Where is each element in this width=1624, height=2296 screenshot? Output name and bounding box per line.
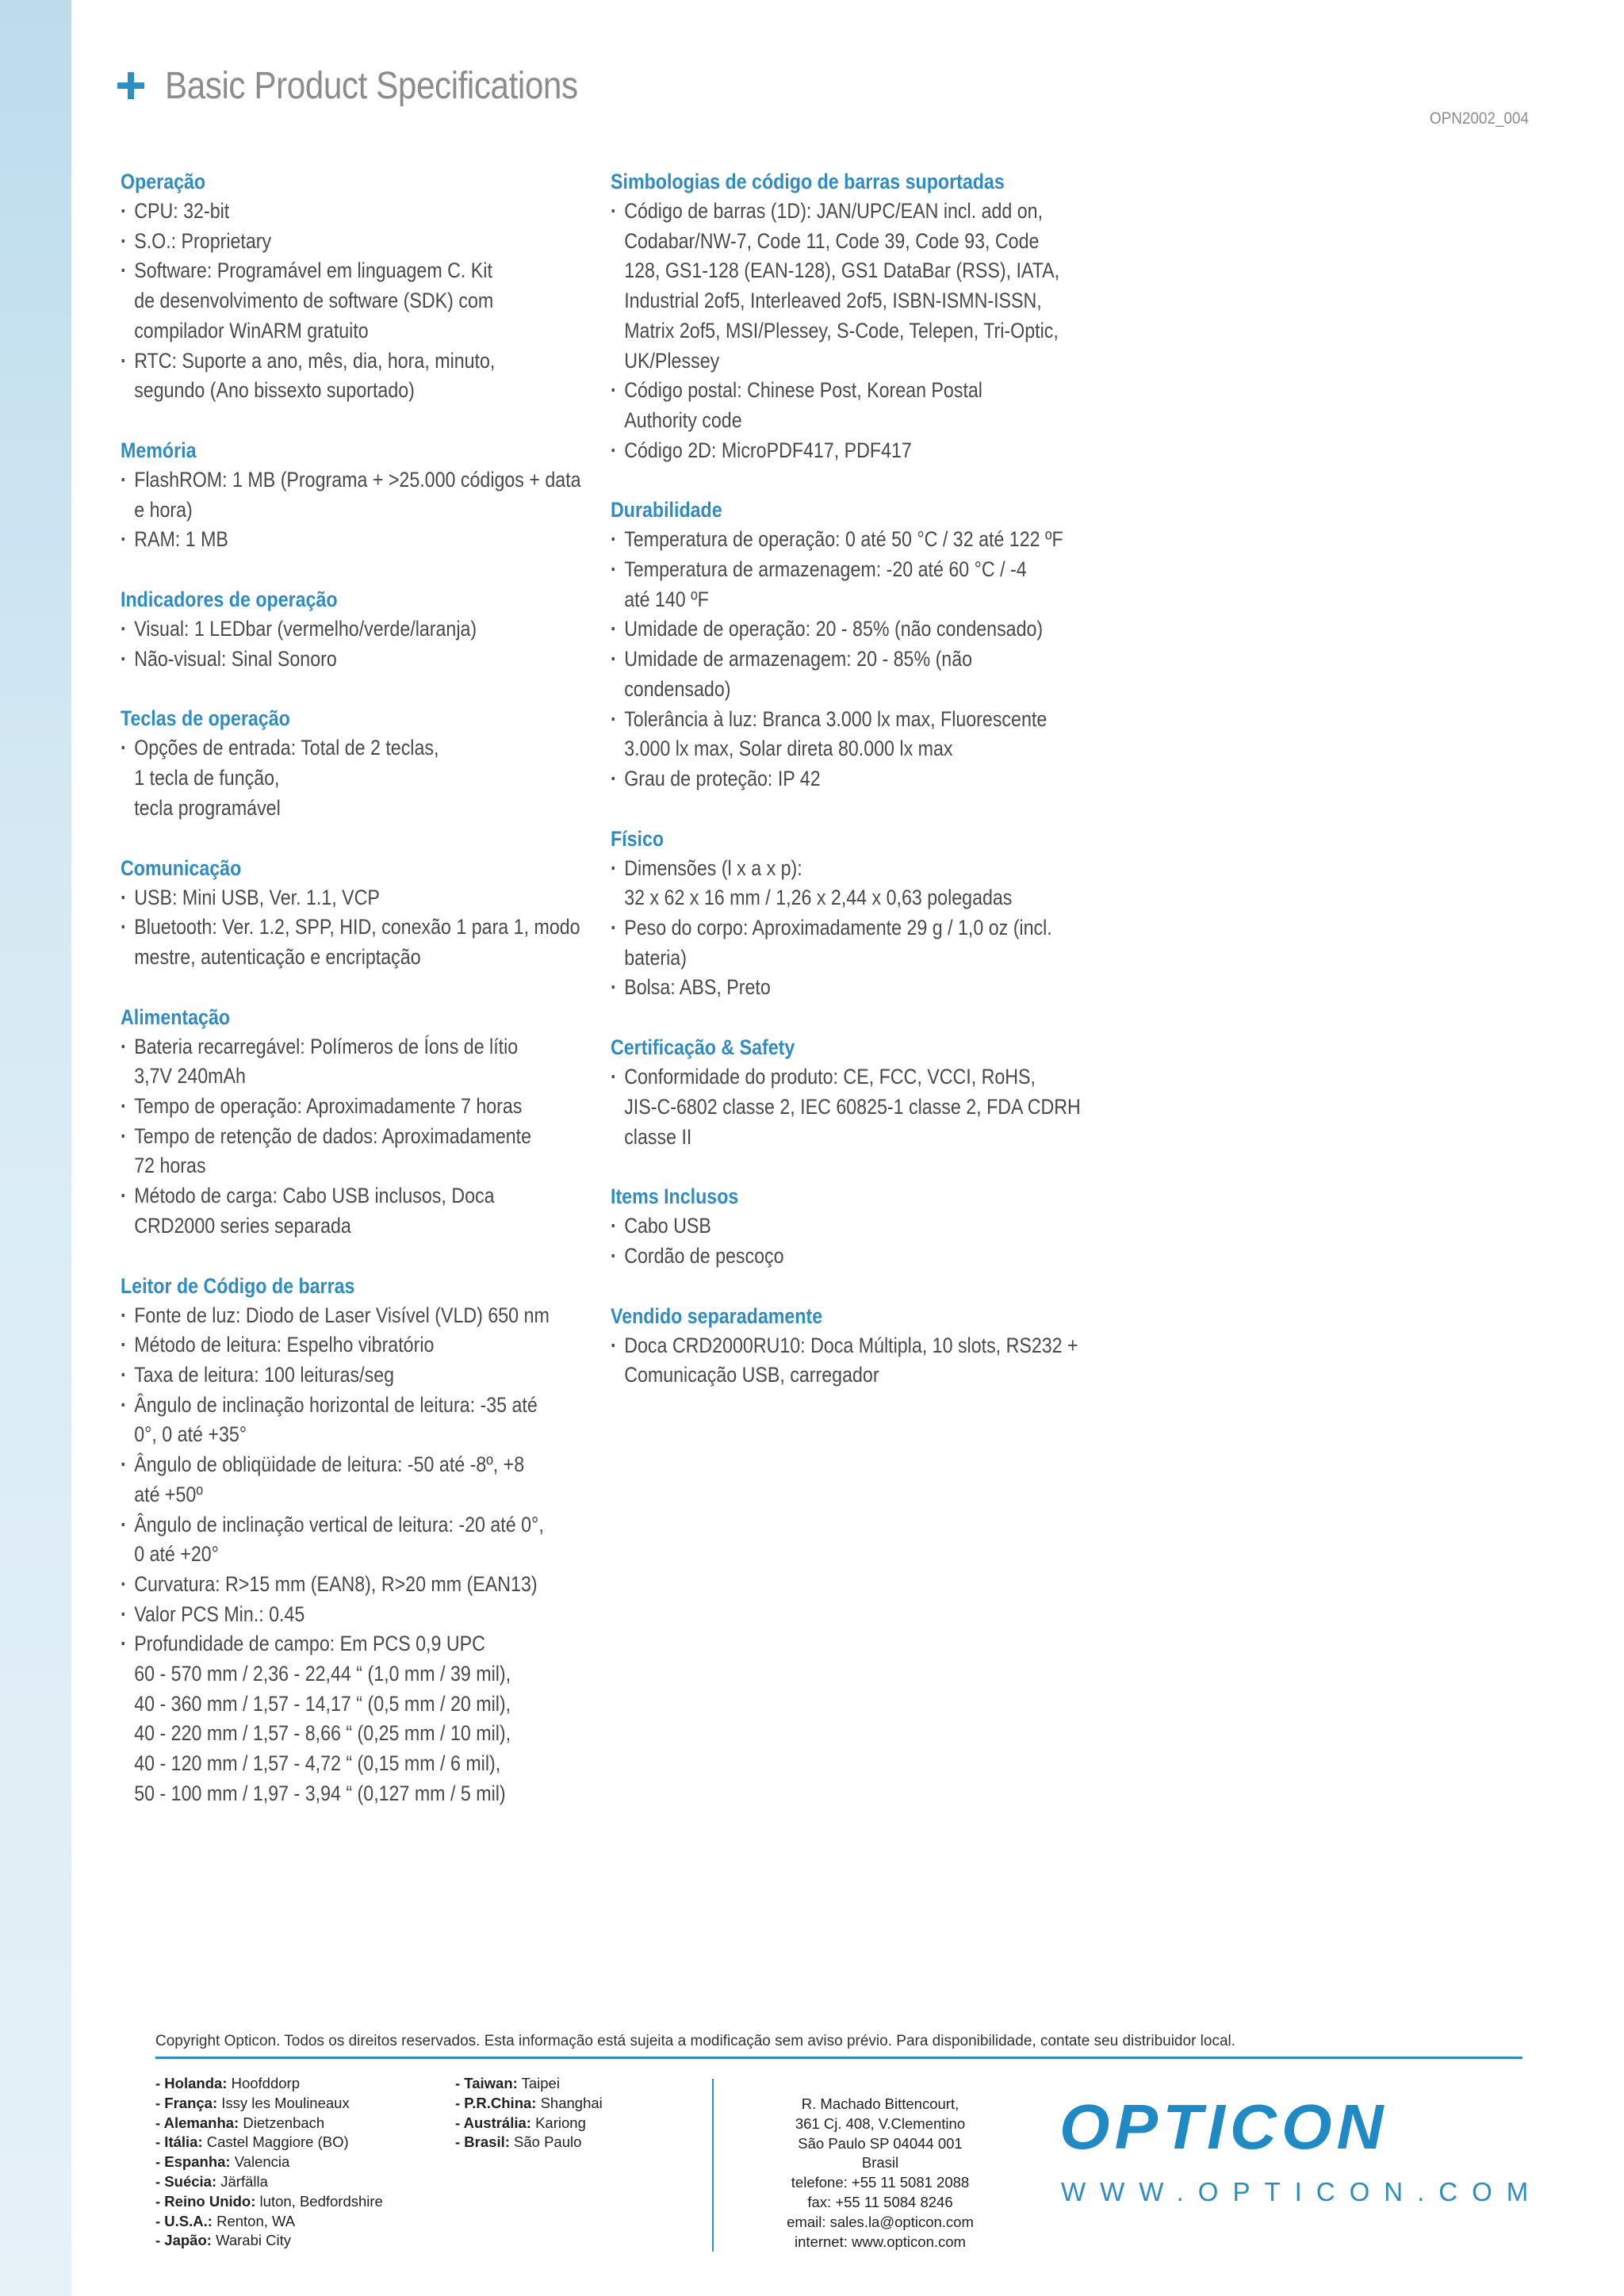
office-country: - U.S.A.: [155, 2212, 213, 2229]
section-title: Vendido separadamente [611, 1303, 823, 1328]
address-line: São Paulo SP 04044 001 [798, 2134, 963, 2152]
spec-item-text: FlashROM: 1 MB (Programa + >25.000 códigos + data e hora) [134, 467, 581, 522]
spec-section [611, 824, 1102, 1004]
spec-item-text: Método de leitura: Espelho vibratório [134, 1333, 435, 1357]
logo-wordmark: OPTICON [1059, 2091, 1388, 2162]
spec-list [611, 1062, 1102, 1152]
office-country: - Holanda: [155, 2075, 228, 2091]
spec-item-text: S.O.: Proprietary [134, 228, 272, 253]
office-city: Shanghai [536, 2094, 603, 2111]
right-spec-column [611, 166, 1102, 1420]
section-title: Leitor de Código de barras [121, 1273, 355, 1298]
spec-item [121, 256, 611, 346]
spec-item [121, 1570, 611, 1600]
spec-list [611, 525, 1102, 794]
spec-section [121, 166, 612, 406]
spec-item-text: Ângulo de inclinação horizontal de leitura: -35 até 0°, 0 até +35° [134, 1392, 538, 1447]
spec-item [611, 197, 1101, 376]
office-country: - Japão: [155, 2232, 212, 2249]
spec-list [121, 465, 612, 555]
spec-item [121, 1510, 611, 1570]
spec-item [611, 645, 1101, 704]
spec-item [611, 1062, 1101, 1152]
offices-list-1 [155, 2074, 383, 2251]
spec-list [611, 854, 1102, 1004]
spec-item-text: Grau de proteção: IP 42 [624, 766, 821, 790]
spec-item [121, 1450, 611, 1510]
spec-item [121, 1092, 611, 1122]
spec-item [611, 1242, 1101, 1272]
office-city: Hoofddorp [227, 2075, 300, 2091]
office-country: - P.R.China: [455, 2094, 537, 2111]
spec-list [121, 883, 612, 973]
spec-section [611, 1032, 1102, 1152]
spec-item [121, 346, 611, 406]
page-header [117, 62, 634, 109]
spec-item [121, 913, 611, 972]
spec-section [611, 495, 1102, 794]
section-title: Alimentação [121, 1004, 231, 1029]
spec-item-text: Dimensões (l x a x p): 32 x 62 x 16 mm / 1,26 x 2,44 x 0,63 polegadas [624, 855, 1013, 910]
spec-section [611, 166, 1102, 465]
office-country: - França: [155, 2094, 218, 2111]
spec-item [611, 1331, 1101, 1391]
spec-list [121, 197, 612, 406]
spec-list [121, 1301, 612, 1809]
office-entry [155, 2114, 383, 2133]
spec-item-text: Ângulo de inclinação vertical de leitura: -20 até 0°, 0 até +20° [134, 1512, 544, 1567]
contact-address [761, 2095, 999, 2252]
spec-item-text: Tolerância à luz: Branca 3.000 lx max, Fluorescente 3.000 lx max, Solar direta 80.000 lx max [624, 706, 1048, 761]
spec-item [121, 1330, 611, 1360]
section-title: Teclas de operação [121, 706, 290, 731]
spec-item [121, 1391, 611, 1450]
document-code: OPN2002_004 [1429, 109, 1529, 128]
office-city: Issy les Moulineaux [217, 2094, 350, 2111]
section-title: Operação [121, 170, 206, 193]
spec-item-text: Visual: 1 LEDbar (vermelho/verde/laranja) [134, 617, 477, 641]
address-line: R. Machado Bittencourt, [801, 2095, 959, 2112]
footer-vertical-divider [712, 2079, 714, 2252]
section-title: Items Inclusos [611, 1184, 739, 1209]
spec-item-text: Código postal: Chinese Post, Korean Postal Authority code [624, 378, 982, 432]
address-line: fax: +55 11 5084 8246 [807, 2193, 953, 2210]
section-title: Durabilidade [611, 498, 722, 522]
spec-item [121, 197, 611, 227]
office-entry [155, 2172, 383, 2192]
office-city: Castel Maggiore (BO) [202, 2133, 349, 2151]
address-line: email: sales.la@opticon.com [787, 2213, 974, 2230]
office-country: - Austrália: [455, 2114, 531, 2131]
spec-item-text: Tempo de operação: Aproximadamente 7 horas [134, 1094, 523, 1119]
spec-item-text: USB: Mini USB, Ver. 1.1, VCP [134, 885, 380, 909]
plus-icon [117, 72, 144, 99]
spec-item [611, 705, 1101, 764]
office-entry [455, 2074, 603, 2094]
spec-item-text: Cordão de pescoço [624, 1243, 784, 1268]
opticon-logo [1059, 2091, 1497, 2162]
spec-item-text: Fonte de luz: Diodo de Laser Visível (VLD) 650 nm [134, 1303, 550, 1327]
office-country: - Alemanha: [155, 2114, 239, 2131]
office-entry [155, 2192, 383, 2212]
office-country: - Espanha: [155, 2153, 231, 2171]
section-title: Memória [121, 438, 197, 462]
spec-section [121, 1002, 612, 1242]
address-line: internet: www.opticon.com [795, 2233, 966, 2250]
office-entry [155, 2133, 383, 2152]
spec-item [611, 1211, 1101, 1242]
spec-item [121, 1629, 611, 1808]
office-city: Renton, WA [212, 2212, 296, 2229]
spec-item [611, 913, 1101, 973]
spec-item-text: Opções de entrada: Total de 2 teclas, 1 tecla de função, tecla programável [134, 736, 439, 820]
spec-item-text: Valor PCS Min.: 0.45 [134, 1601, 305, 1626]
spec-section [121, 703, 612, 823]
offices-list-2 [455, 2074, 603, 2152]
spec-item [121, 1032, 611, 1092]
copyright-text: Copyright Opticon. Todos os direitos reservados. Esta informação está sujeita a modificação sem aviso prévio. Para disponibilidade, contate seu distribuidor local. [155, 2033, 1236, 2049]
spec-item [121, 1360, 611, 1391]
spec-section [121, 1271, 612, 1809]
section-title: Físico [611, 826, 665, 851]
spec-item [121, 1301, 611, 1331]
office-city: luton, Bedfordshire [255, 2192, 383, 2210]
spec-item-text: Temperatura de armazenagem: -20 até 60 °C / -4 até 140 ºF [624, 557, 1027, 611]
spec-item [121, 614, 611, 645]
spec-item-text: Taxa de leitura: 100 leituras/seg [134, 1362, 395, 1387]
spec-item-text: Peso do corpo: Aproximadamente 29 g / 1,0 oz (incl. bateria) [624, 916, 1052, 970]
office-city: Dietzenbach [239, 2114, 325, 2131]
address-line: 361 Cj. 408, V.Clementino [795, 2114, 966, 2132]
spec-item-text: Conformidade do produto: CE, FCC, VCCI, RoHS, JIS-C-6802 classe 2, IEC 60825-1 classe 2, FDA CDRH classe II [624, 1065, 1081, 1149]
office-entry [155, 2231, 383, 2251]
spec-item-text: Bateria recarregável: Polímeros de Íons de lítio 3,7V 240mAh [134, 1034, 519, 1089]
office-entry [455, 2094, 603, 2114]
spec-list [121, 614, 612, 674]
side-decoration-bar [0, 0, 71, 2296]
spec-list [121, 733, 612, 823]
spec-list [611, 197, 1102, 465]
office-country: - Reino Unido: [155, 2192, 256, 2210]
spec-item-text: RAM: 1 MB [134, 527, 228, 552]
office-city: Valencia [230, 2153, 290, 2171]
spec-item [611, 555, 1101, 614]
office-entry [455, 2133, 603, 2152]
spec-item-text: Profundidade de campo: Em PCS 0,9 UPC 60 - 570 mm / 2,36 - 22,44 “ (1,0 mm / 39 mil), 40 - 360 mm / 1,57 - 14,17 “ (0,5 mm / 20 mil), 40 - 220 mm / 1,57 - 8,66 “ (0,25 mm / 10 mil), 40 - 120 mm / 1,57 - 4,72 “ (0,15 mm / 6 mil), 50 - 100 mm / 1,97 - 3,94 “ (0,127 mm / 5 mil) [134, 1632, 511, 1805]
spec-item [121, 645, 611, 675]
spec-item-text: Tempo de retenção de dados: Aproximadamente 72 horas [134, 1123, 532, 1178]
spec-item [121, 1122, 611, 1181]
spec-item [121, 883, 611, 913]
spec-item [611, 525, 1101, 555]
spec-list [121, 1032, 612, 1242]
office-city: Kariong [530, 2114, 586, 2131]
spec-item-text: Curvatura: R>15 mm (EAN8), R>20 mm (EAN13) [134, 1571, 538, 1596]
office-country: - Brasil: [455, 2133, 510, 2151]
spec-item [611, 973, 1101, 1003]
office-country: - Taiwan: [455, 2075, 518, 2091]
spec-item-text: Código de barras (1D): JAN/UPC/EAN incl. add on, Codabar/NW-7, Code 11, Code 39, Code 93, Code 128, GS1-128 (EAN-128), GS1 DataBar (RSS), IATA, Industrial 2of5, Interleaved 2of5, ISBN-ISMN-ISSN, Matrix 2of5, MSI/Plessey, S-Code, Telepen, Tri-Optic, UK/Plessey [624, 199, 1060, 373]
spec-item [121, 1600, 611, 1630]
spec-item [121, 227, 611, 257]
address-line: telefone: +55 11 5081 2088 [791, 2174, 970, 2191]
office-country: - Suécia: [155, 2172, 217, 2190]
website-url: WWW.OPTICON.COM [1061, 2177, 1543, 2206]
office-country: - Itália: [155, 2133, 203, 2151]
spec-section [121, 853, 612, 973]
spec-item-text: Ângulo de obliqüidade de leitura: -50 até -8º, +8 até +50º [134, 1452, 525, 1506]
office-entry [155, 2212, 383, 2232]
office-entry [155, 2094, 383, 2114]
spec-item [121, 525, 611, 555]
spec-item [611, 614, 1101, 645]
spec-item [121, 733, 611, 823]
spec-item-text: Temperatura de operação: 0 até 50 °C / 32 até 122 ºF [624, 527, 1063, 552]
spec-item-text: CPU: 32-bit [134, 199, 230, 223]
spec-item [611, 436, 1101, 466]
spec-item [611, 376, 1101, 435]
office-entry [455, 2114, 603, 2133]
spec-item [121, 1181, 611, 1241]
spec-item [611, 854, 1101, 913]
spec-item-text: Umidade de armazenagem: 20 - 85% (não condensado) [624, 647, 973, 701]
office-entry [155, 2152, 383, 2172]
office-city: São Paulo [509, 2133, 582, 2151]
spec-item-text: Não-visual: Sinal Sonoro [134, 646, 337, 671]
spec-item-text: Método de carga: Cabo USB inclusos, Doca CRD2000 series separada [134, 1184, 495, 1238]
spec-item-text: Bluetooth: Ver. 1.2, SPP, HID, conexão 1 para 1, modo mestre, autenticação e encriptação [134, 915, 580, 969]
spec-item [121, 465, 611, 525]
spec-item-text: RTC: Suporte a ano, mês, dia, hora, minuto, segundo (Ano bissexto suportado) [134, 348, 496, 403]
spec-item-text: Doca CRD2000RU10: Doca Múltipla, 10 slots, RS232 + Comunicação USB, carregador [624, 1333, 1078, 1387]
office-city: Warabi City [211, 2232, 291, 2249]
spec-section [611, 1301, 1102, 1391]
spec-item-text: Bolsa: ABS, Preto [624, 975, 771, 1000]
spec-item-text: Código 2D: MicroPDF417, PDF417 [624, 438, 912, 462]
address-line: Brasil [861, 2154, 899, 2172]
office-city: Järfälla [216, 2172, 268, 2190]
spec-section [121, 435, 612, 555]
section-title: Simbologias de código de barras suportadas [611, 170, 1005, 193]
spec-section [121, 584, 612, 674]
spec-section [611, 1181, 1102, 1271]
spec-item-text: Cabo USB [624, 1214, 711, 1238]
section-title: Certificação & Safety [611, 1035, 795, 1060]
section-title: Indicadores de operação [121, 587, 338, 612]
footer-divider [155, 2057, 1522, 2059]
spec-item-text: Software: Programável em linguagem C. Kit de desenvolvimento de software (SDK) com compilador WinARM gratuito [134, 258, 494, 342]
office-city: Taipei [517, 2075, 560, 2091]
office-entry [155, 2074, 383, 2094]
page-title: Basic Product Specifications [165, 64, 578, 107]
spec-item-text: Umidade de operação: 20 - 85% (não condensado) [624, 617, 1044, 641]
spec-list [611, 1211, 1102, 1271]
spec-item [611, 764, 1101, 794]
section-title: Comunicação [121, 855, 242, 880]
spec-list [611, 1331, 1102, 1391]
left-spec-column [121, 166, 612, 1839]
